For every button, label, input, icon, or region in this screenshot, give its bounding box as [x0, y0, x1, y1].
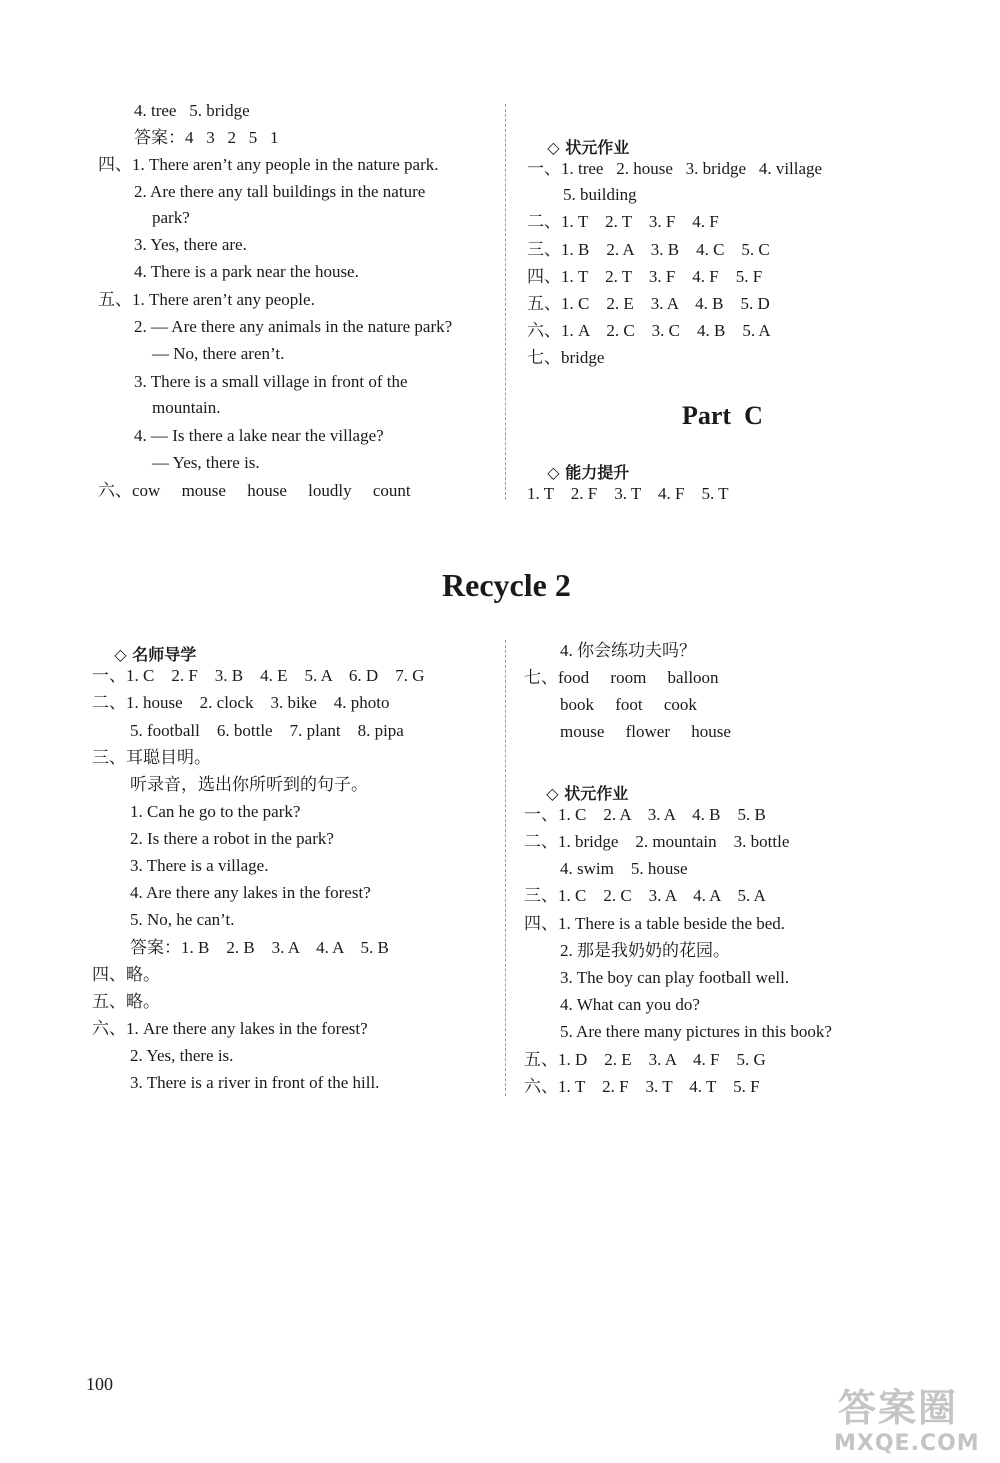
top-column-divider	[505, 104, 506, 500]
answer-line: mouse flower house	[560, 722, 731, 741]
answer-line: 四、略。	[92, 965, 160, 984]
answer-line: 二、1. house 2. clock 3. bike 4. photo	[92, 693, 390, 712]
answer-line: 2. Are there any tall buildings in the nature	[134, 182, 426, 201]
answer-line: 3. Yes, there are.	[134, 235, 247, 254]
answer-line: mountain.	[152, 398, 221, 417]
answer-line: 六、1. T 2. F 3. T 4. T 5. F	[524, 1077, 760, 1096]
answer-line: 五、1. There aren’t any people.	[98, 290, 315, 309]
answer-line: 5. building	[563, 185, 637, 204]
answer-line: 三、1. B 2. A 3. B 4. C 5. C	[527, 240, 770, 259]
answer-line: 六、1. Are there any lakes in the forest?	[92, 1019, 368, 1038]
answer-line: 1. Can he go to the park?	[130, 802, 301, 821]
answer-line: 二、1. bridge 2. mountain 3. bottle	[524, 832, 790, 851]
answer-line: 3. The boy can play football well.	[560, 968, 790, 987]
answer-line: 六、cow mouse house loudly count	[98, 481, 411, 500]
page-number: 100	[86, 1374, 113, 1394]
answer-line: 五、1. D 2. E 3. A 4. F 5. G	[524, 1050, 766, 1069]
answer-line: 五、略。	[92, 992, 160, 1011]
answer-line: 1. T 2. F 3. T 4. F 5. T	[527, 484, 729, 503]
answer-line: 3. There is a village.	[130, 856, 269, 875]
diamond-icon: ◇	[546, 784, 559, 803]
answer-line: 一、1. C 2. A 3. A 4. B 5. B	[524, 805, 766, 824]
answer-line: — Yes, there is.	[152, 453, 260, 472]
diamond-icon: ◇	[547, 463, 560, 482]
answer-line: book foot cook	[560, 695, 697, 714]
answer-line: 二、1. T 2. T 3. F 4. F	[527, 212, 719, 231]
answer-line: 4. Are there any lakes in the forest?	[130, 883, 371, 902]
answer-line: 一、1. C 2. F 3. B 4. E 5. A 6. D 7. G	[92, 666, 425, 685]
diamond-icon: ◇	[547, 138, 560, 157]
answer-line: 4. There is a park near the house.	[134, 262, 359, 281]
answer-line: park?	[152, 208, 190, 227]
answer-line: 2. — Are there any animals in the nature park?	[134, 317, 453, 336]
answer-line: 答案：1. B 2. B 3. A 4. A 5. B	[130, 938, 389, 957]
watermark-url: MXQE.COM	[834, 1431, 980, 1456]
bottom-column-divider	[505, 640, 506, 1096]
answer-line: 答案：4 3 2 5 1	[134, 128, 279, 147]
answer-line: 三、耳聪目明。	[92, 748, 211, 767]
answer-line: 一、1. tree 2. house 3. bridge 4. village	[527, 159, 823, 178]
answer-line: 三、1. C 2. C 3. A 4. A 5. A	[524, 886, 766, 905]
section-header-label: 能力提升	[565, 463, 630, 482]
answer-line: 4. swim 5. house	[560, 859, 688, 878]
answer-line: 七、bridge	[527, 348, 605, 367]
answer-line: 六、1. A 2. C 3. C 4. B 5. A	[527, 321, 771, 340]
diamond-icon: ◇	[114, 645, 127, 664]
answer-line: 四、1. There is a table beside the bed.	[524, 914, 786, 933]
recycle-title: Recycle 2	[442, 567, 571, 603]
answer-line: 5. football 6. bottle 7. plant 8. pipa	[130, 721, 404, 740]
answer-line: 2. 那是我奶奶的花园。	[560, 941, 730, 960]
section-header-label: 状元作业	[564, 784, 629, 803]
answer-line: 4. What can you do?	[560, 995, 700, 1014]
section-header-label: 名师导学	[132, 645, 197, 664]
watermark-logo	[830, 1388, 990, 1460]
answer-line: 4. — Is there a lake near the village?	[134, 426, 384, 445]
answer-line: 五、1. C 2. E 3. A 4. B 5. D	[527, 294, 770, 313]
answer-line: 2. Yes, there is.	[130, 1046, 234, 1065]
answer-line: 4. 你会练功夫吗？	[560, 641, 696, 660]
answer-line: — No, there aren’t.	[152, 344, 285, 363]
answer-line: 5. Are there many pictures in this book?	[560, 1022, 832, 1041]
answer-line: 3. There is a small village in front of the	[134, 372, 408, 391]
part-c-title: Part C	[682, 401, 763, 430]
answer-line: 七、food room balloon	[524, 668, 719, 687]
answer-line: 5. No, he can’t.	[130, 910, 235, 929]
answer-line: 四、1. There aren’t any people in the nature park.	[98, 155, 439, 174]
answer-line: 2. Is there a robot in the park?	[130, 829, 334, 848]
section-header-label: 状元作业	[565, 138, 630, 157]
answer-line: 听录音，选出你所听到的句子。	[130, 775, 368, 794]
answer-line: 3. There is a river in front of the hill.	[130, 1073, 380, 1092]
watermark-chars: 答案圈	[838, 1386, 959, 1430]
answer-line: 4. tree 5. bridge	[134, 101, 250, 120]
answer-line: 四、1. T 2. T 3. F 4. F 5. F	[527, 267, 763, 286]
